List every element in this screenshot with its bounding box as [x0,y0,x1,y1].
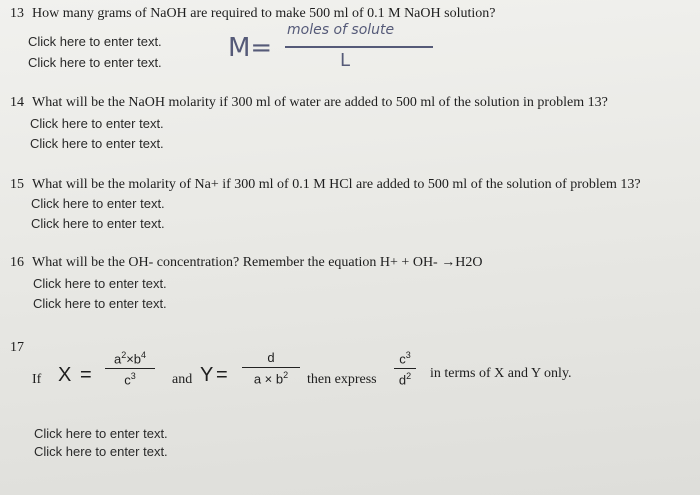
fraction-target-numerator: $c^3$ [399,350,411,367]
question-number: 16 [10,255,24,270]
fraction-y [242,350,300,386]
and-label: and [172,372,193,387]
question-14-text: 14 What will be the NaOH molarity if 300 ml of water are added to 500 ml of the solution in problem 13? [10,95,608,110]
handwritten-molarity-symbol: M= [228,33,273,63]
handwritten-fraction-bar [285,46,433,48]
q16-answer-field-1[interactable]: Click here to enter text. [33,276,167,291]
fraction-y-denominator: $a \times b^2$ [253,370,289,387]
question-number: 13 [10,6,24,21]
fraction-y-numerator: d [267,350,275,365]
question-number: 14 [10,95,24,110]
variable-x: X [58,364,72,386]
fraction-x [105,350,155,388]
q15-answer-field-1[interactable]: Click here to enter text. [31,196,165,211]
question-16-text: 16 What will be the OH- concentration? Remember the equation H+ + OH- →H2O [10,255,483,270]
q13-answer-field-2[interactable]: Click here to enter text. [28,55,162,70]
question-13-text: 13 How many grams of NaOH are required to make 500 ml of 0.1 M NaOH solution? [10,6,496,21]
equals-sign-2: = [216,364,228,386]
fraction-target [394,350,416,388]
q14-answer-field-2[interactable]: Click here to enter text. [30,136,164,151]
q13-answer-field-1[interactable]: Click here to enter text. [28,34,162,49]
fraction-target-denominator: $d^2$ [398,371,412,388]
variable-y: Y [200,364,214,386]
fraction-x-numerator: $a^2\times b^4$ [113,350,147,367]
question-17-number: 17 [10,340,24,355]
q15-answer-field-2[interactable]: Click here to enter text. [31,216,165,231]
handwritten-numerator: moles of solute [287,22,395,38]
q16-answer-field-2[interactable]: Click here to enter text. [33,296,167,311]
q14-answer-field-1[interactable]: Click here to enter text. [30,116,164,131]
question-15-text: 15 What will be the molarity of Na+ if 300 ml of 0.1 M HCl are added to 500 ml of the solution of problem 13? [10,177,641,192]
if-label: If [32,372,42,387]
in-terms-label: in terms of X and Y only. [430,366,572,381]
question-number: 15 [10,177,24,192]
then-express-label: then express [307,372,377,387]
q17-answer-field-1[interactable]: Click here to enter text. [34,426,168,441]
fraction-x-denominator: $c^3$ [124,371,136,388]
handwritten-denominator: L [340,50,351,71]
equals-sign-1: = [80,364,92,386]
q17-answer-field-2[interactable]: Click here to enter text. [34,444,168,459]
